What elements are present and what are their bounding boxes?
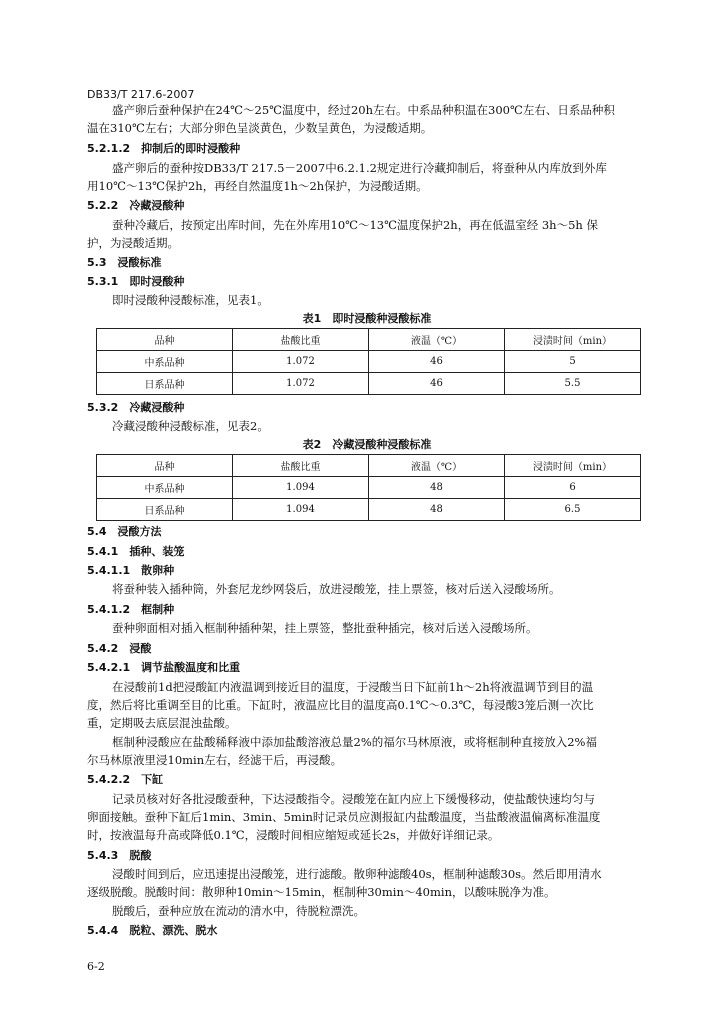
section-heading: 5.4.3 脱酸 — [87, 849, 152, 862]
table-cell: 46 — [369, 351, 505, 373]
section-heading: 5.4.1.1 散卵种 — [87, 564, 175, 577]
paragraph-line: 护，为浸酸适期。 — [87, 236, 179, 250]
table-header-row — [97, 329, 641, 351]
section-heading: 5.4 浸酸方法 — [87, 525, 162, 538]
table-row — [97, 373, 641, 395]
table-cell: 6.5 — [505, 499, 641, 521]
table-header-cell: 浸渍时间（min） — [505, 455, 641, 477]
table-cell: 日系品种 — [97, 373, 233, 395]
paragraph-line: 将蚕种装入插种筒，外套尼龙纱网袋后，放进浸酸笼，挂上票签，核对后送入浸酸场所。 — [112, 582, 561, 596]
paragraph-line: 在浸酸前1d把浸酸缸内液温调到接近目的温度，于浸酸当日下缸前1h～2h将液温调节到目的温 — [112, 680, 594, 694]
paragraph-line: 蚕种冷藏后，按预定出库时间，先在外库用10℃～13℃温度保护2h，再在低温室经 3h～5h 保 — [112, 218, 598, 232]
section-heading: 5.4.2.2 下缸 — [87, 773, 164, 786]
paragraph-line: 卵面接触。蚕种下缸后1min、3min、5min时记录员应测报缸内盐酸温度，当盐酸液温偏离标准温度 — [87, 810, 601, 824]
paragraph-line: 浸酸时间到后，应迅速提出浸酸笼，进行滤酸。散卵种滤酸40s，框制种滤酸30s。然后即用清水 — [112, 867, 602, 881]
table-cell: 5.5 — [505, 373, 641, 395]
paragraph-line: 盛产卵后的蚕种按DB33/T 217.5－2007中6.2.1.2规定进行冷藏抑制后，将蚕种从内库放到外库 — [112, 161, 607, 175]
section-heading: 5.4.2 浸酸 — [87, 642, 152, 655]
table-cell: 46 — [369, 373, 505, 395]
table-header-cell: 浸渍时间（min） — [505, 329, 641, 351]
table-header-cell: 盐酸比重 — [233, 455, 369, 477]
section-heading: 5.3.2 冷藏浸酸种 — [87, 401, 185, 414]
table-cell: 48 — [369, 477, 505, 499]
table-cell: 6 — [505, 477, 641, 499]
paragraph-line: 重，定期吸去底层混浊盐酸。 — [87, 716, 237, 730]
table-cell: 中系品种 — [97, 477, 233, 499]
table-header-cell: 液温（℃） — [369, 329, 505, 351]
table-row — [97, 351, 641, 373]
paragraph-line: 脱酸后，蚕种应放在流动的清水中，待脱粒漂洗。 — [112, 904, 365, 918]
paragraph-line: 框制种浸酸应在盐酸稀释液中添加盐酸溶液总量2%的福尔马林原液，或将框制种直接放入2%福 — [112, 735, 597, 749]
paragraph-line: 温在310℃左右；大部分卵色呈淡黄色，少数呈黄色，为浸酸适期。 — [87, 121, 433, 135]
section-heading: 5.4.1.2 框制种 — [87, 603, 175, 616]
table-2 — [96, 454, 641, 521]
paragraph-line: 盛产卵后蚕种保护在24℃～25℃温度中，经过20h左右。中系品种积温在300℃左右、日系品种积 — [112, 103, 615, 117]
table-1-caption: 表1 即时浸酸种浸酸标准 — [302, 312, 432, 325]
table-row — [97, 477, 641, 499]
table-cell: 1.094 — [233, 477, 369, 499]
paragraph-line: 记录员核对好各批浸酸蚕种，下达浸酸指令。浸酸笼在缸内应上下缓慢移动，使盐酸快速均匀与 — [112, 792, 595, 806]
table-header-cell: 液温（℃） — [369, 455, 505, 477]
paragraph-line: 冷藏浸酸种浸酸标准，见表2。 — [112, 419, 269, 433]
paragraph-line: 度，然后将比重调至目的比重。下缸时，液温应比目的温度高0.1℃～0.3℃，每浸酸3笼后测一次比 — [87, 698, 594, 712]
table-cell: 1.094 — [233, 499, 369, 521]
table-cell: 中系品种 — [97, 351, 233, 373]
paragraph-line: 逐级脱酸。脱酸时间：散卵种10min～15min，框制种30min～40min，以酸味脱净为准。 — [87, 885, 556, 899]
table-cell: 5 — [505, 351, 641, 373]
table-cell: 1.072 — [233, 373, 369, 395]
table-header-row — [97, 455, 641, 477]
paragraph-line: 尔马林原液里浸10min左右，经滤干后，再浸酸。 — [87, 753, 343, 767]
page-number: 6-2 — [87, 960, 105, 973]
section-heading: 5.4.4 脱粒、漂洗、脱水 — [87, 924, 218, 937]
table-header-cell: 品种 — [97, 455, 233, 477]
table-2-caption: 表2 冷藏浸酸种浸酸标准 — [302, 438, 432, 451]
doc-header-id: DB33/T 217.6-2007 — [87, 88, 195, 101]
section-heading: 5.2.2 冷藏浸酸种 — [87, 199, 185, 212]
table-cell: 1.072 — [233, 351, 369, 373]
paragraph-line: 蚕种卵面相对插入框制种插种架，挂上票签，整批蚕种插完，核对后送入浸酸场所。 — [112, 621, 538, 635]
section-heading: 5.3.1 即时浸酸种 — [87, 275, 185, 288]
section-heading: 5.4.1 插种、装笼 — [87, 545, 185, 558]
paragraph-line: 用10℃～13℃保护2h，再经自然温度1h～2h保护，为浸酸适期。 — [87, 179, 428, 193]
paragraph-line: 时，按液温每升高或降低0.1℃，浸酸时间相应缩短或延长2s，并做好详细记录。 — [87, 828, 500, 842]
table-cell: 日系品种 — [97, 499, 233, 521]
section-heading: 5.2.1.2 抑制后的即时浸酸种 — [87, 142, 241, 155]
table-header-cell: 盐酸比重 — [233, 329, 369, 351]
table-header-cell: 品种 — [97, 329, 233, 351]
table-cell: 48 — [369, 499, 505, 521]
section-heading: 5.3 浸酸标准 — [87, 256, 162, 269]
table-1 — [96, 328, 641, 395]
section-heading: 5.4.2.1 调节盐酸温度和比重 — [87, 661, 241, 674]
table-row — [97, 499, 641, 521]
paragraph-line: 即时浸酸种浸酸标准，见表1。 — [112, 293, 269, 307]
